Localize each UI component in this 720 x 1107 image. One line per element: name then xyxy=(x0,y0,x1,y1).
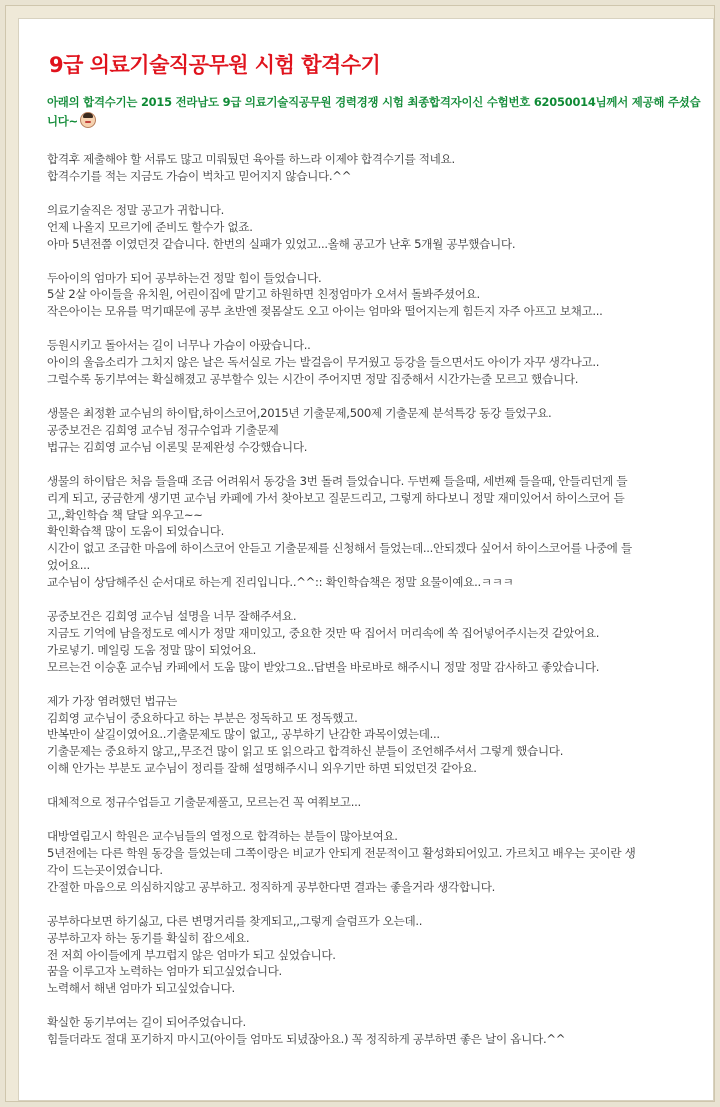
text-line: 대방열림고시 학원은 교수님들의 열정으로 합격하는 분들이 많아보여요. xyxy=(47,829,398,844)
text-line: 전 저희 아이들에게 부끄럽지 않은 엄마가 되고 싶었습니다. xyxy=(47,947,336,962)
text-line: 그럴수록 동기부여는 확실해졌고 공부할수 있는 시간이 주어지면 정말 집중해서 시간가는줄 모르고 했습니다. xyxy=(47,372,579,387)
text-line: 5살 2살 아이들을 유치원, 어린이집에 맡기고 하원하면 친정엄마가 오셔서 돌봐주셨어요. xyxy=(47,287,480,302)
paragraph xyxy=(47,337,707,388)
text-line: 시간이 없고 조급한 마음에 하이스코어 안듣고 기출문제를 신청해서 들었는데...안되겠다 싶어서 하이스코어를 나중에 들 xyxy=(47,541,632,556)
text-line: 공부하고자 하는 동기를 확실히 잡으세요. xyxy=(47,930,250,945)
text-line: 등원시키고 돌아서는 길이 너무나 가슴이 아팠습니다.. xyxy=(47,338,311,353)
text-line: 리게 되고, 궁금한게 생기면 교수님 카페에 가서 찾아보고 질문드리고, 그렇게 하다보니 정말 재미있어서 하이스코어 듣 xyxy=(47,490,625,505)
text-line: 각이 드는곳이였습니다. xyxy=(47,862,163,877)
intro-text: 아래의 합격수기는 2015 전라남도 9급 의료기술직공무원 경력경쟁 시험 최종합격자이신 수험번호 62050014님께서 제공해 주셨습니다~ xyxy=(47,95,701,128)
text-line: 노력해서 해낸 엄마가 되고싶었습니다. xyxy=(47,981,235,996)
text-line: 이해 안가는 부분도 교수님이 정리를 잘해 설명해주시니 외우기만 하면 되었던것 같아요. xyxy=(47,761,477,776)
text-line: 대체적으로 정규수업듣고 기출문제풀고, 모르는건 꼭 여쭤보고... xyxy=(47,795,361,810)
text-line: 김희영 교수님이 중요하다고 하는 부분은 정독하고 또 정독했고. xyxy=(47,710,358,725)
text-line: 아이의 울음소리가 그치지 않은 날은 독서실로 가는 발걸음이 무거웠고 등강을 들으면서도 아이가 자꾸 생각나고.. xyxy=(47,355,600,370)
text-line: 꿈을 이루고자 노력하는 엄마가 되고싶었습니다. xyxy=(47,964,282,979)
paragraph xyxy=(47,473,707,591)
text-line: 법규는 김희영 교수님 이론및 문제완성 수강했습니다. xyxy=(47,439,308,454)
outer-frame xyxy=(5,5,715,1102)
text-line: 언제 나올지 모르기에 준비도 할수가 없죠. xyxy=(47,219,253,234)
text-line: 었어요... xyxy=(47,558,90,573)
paragraph xyxy=(47,828,707,896)
text-line: 고,,확인학습 책 달달 외우고~~ xyxy=(47,507,203,522)
text-line: 확인확습책 많이 도움이 되었습니다. xyxy=(47,524,225,539)
paragraph xyxy=(47,270,707,321)
paragraph xyxy=(47,151,707,185)
document-page xyxy=(18,18,714,1101)
page-title: 9급 의료기술직공무원 시험 합격수기 xyxy=(49,53,381,77)
text-line: 공중보건은 김희영 교수님 설명을 너무 잘해주셔요. xyxy=(47,609,297,624)
text-line: 두아이의 엄마가 되어 공부하는건 정말 힘이 들었습니다. xyxy=(47,270,322,285)
text-line: 합격수기를 적는 지금도 가슴이 벅차고 믿어지지 않습니다.^^ xyxy=(47,168,352,183)
text-line: 기출문제는 중요하지 않고,,무조건 많이 읽고 또 읽으라고 합격하신 분들이 조언해주셔서 그렇게 했습니다. xyxy=(47,744,564,759)
girl-face-emoticon-icon xyxy=(80,112,96,128)
text-line: 반복만이 살길이였어요..기출문제도 많이 없고,, 공부하기 난감한 과목이였는데... xyxy=(47,727,440,742)
text-line: 제가 가장 염려했던 법규는 xyxy=(47,693,178,708)
text-line: 가로넣기. 메일링 도움 정말 많이 되었어요. xyxy=(47,642,256,657)
text-line: 생물의 하이탑은 처음 들을때 조금 어려워서 동강을 3번 돌려 들었습니다. 두번째 들을때, 세번째 들을때, 안들리던게 들 xyxy=(47,473,628,488)
text-line: 공중보건은 김희영 교수님 정규수업과 기출문제 xyxy=(47,422,279,437)
article-body xyxy=(47,151,707,1065)
paragraph xyxy=(47,913,707,998)
paragraph xyxy=(47,608,707,676)
text-line: 힘들더라도 절대 포기하지 마시고(아이들 엄마도 되녔잖아요.) 꼭 정직하게 공부하면 좋은 날이 옵니다.^^ xyxy=(47,1032,566,1047)
paragraph xyxy=(47,693,707,778)
text-line: 공부하다보면 하기싫고, 다른 변명거리를 찾게되고,,그렇게 슬럼프가 오는데.. xyxy=(47,913,423,928)
text-line: 간절한 마음으로 의심하지않고 공부하고. 정직하게 공부한다면 결과는 좋을거라 생각합니다. xyxy=(47,879,496,894)
intro-notice xyxy=(47,93,707,131)
text-line: 교수님이 상담해주신 순서대로 하는게 진리입니다..^^:: 확인학습책은 정말 요물이예요..ㅋㅋㅋ xyxy=(47,575,514,590)
text-line: 합격후 제출해야 할 서류도 많고 미뤄뒀던 육아를 하느라 이제야 합격수기를 적네요. xyxy=(47,152,455,166)
text-line: 확실한 동기부여는 길이 되어주었습니다. xyxy=(47,1015,246,1030)
paragraph xyxy=(47,202,707,253)
text-line: 아마 5년전쯤 이였던것 같습니다. 한번의 실패가 있었고...올해 공고가 난후 5개월 공부했습니다. xyxy=(47,236,516,251)
paragraph xyxy=(47,405,707,456)
text-line: 의료기술직은 정말 공고가 귀합니다. xyxy=(47,202,225,217)
text-line: 생물은 최정환 교수님의 하이탑,하이스코어,2015년 기출문제,500제 기출문제 분석특강 동강 들었구요. xyxy=(47,405,552,420)
text-line: 작은아이는 모유를 먹기때문에 공부 초반엔 젖몸살도 오고 아이는 엄마와 떨어지는게 힘든지 자주 아프고 보채고... xyxy=(47,304,603,319)
paragraph xyxy=(47,794,707,811)
text-line: 5년전에는 다른 학원 동강을 들었는데 그쪽이랑은 비교가 안되게 전문적이고 활성화되어있고. 가르치고 배우는 곳이란 생 xyxy=(47,846,636,860)
paragraph xyxy=(47,1014,707,1048)
text-line: 모르는건 이승훈 교수님 카페에서 도움 많이 받았그요..답변을 바로바로 해주시니 정말 정말 감사하고 좋았습니다. xyxy=(47,659,600,674)
text-line: 지금도 기억에 남을정도로 예시가 정말 재미있고, 중요한 것만 딱 집어서 머리속에 쏙 집어넣어주시는것 같았어요. xyxy=(47,625,600,640)
